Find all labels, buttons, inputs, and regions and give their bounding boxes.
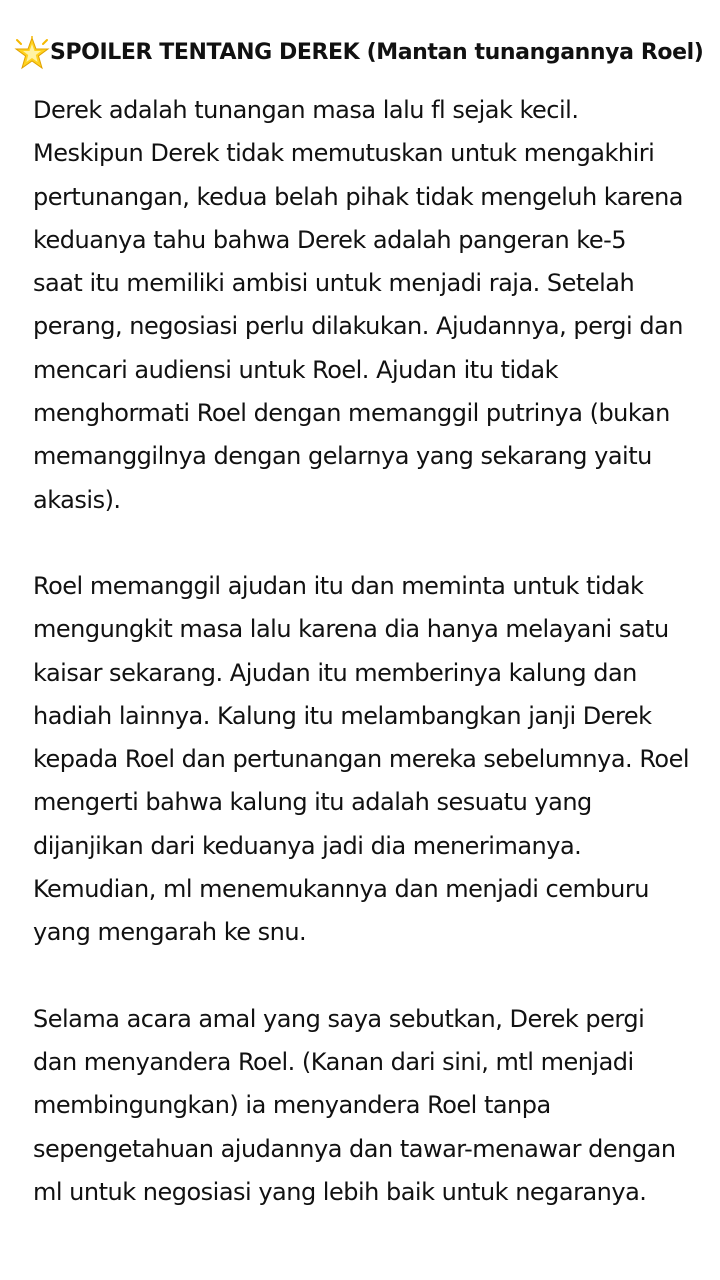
- text-line: mengungkit masa lalu karena dia hanya melayani satu: [33, 615, 669, 644]
- text-line: menghormati Roel dengan memanggil putrinya (bukan: [33, 399, 670, 428]
- text-line: kepada Roel dan pertunangan mereka sebelumnya. Roel: [33, 745, 690, 774]
- text-line: ml untuk negosiasi yang lebih baik untuk negaranya.: [33, 1177, 647, 1206]
- document-body: [33, 89, 705, 1257]
- text-line: sepengetahuan ajudannya dan tawar-menawar dengan: [33, 1134, 676, 1163]
- title-row: [14, 36, 714, 70]
- text-line: Selama acara amal yang saya sebutkan, Derek pergi: [33, 1004, 645, 1033]
- paragraph-1: [33, 89, 705, 522]
- text-line: kaisar sekarang. Ajudan itu memberinya kalung dan: [33, 658, 637, 687]
- text-line: keduanya tahu bahwa Derek adalah pangeran ke-5: [33, 225, 627, 254]
- paragraph-3: [33, 998, 705, 1214]
- text-line: Meskipun Derek tidak memutuskan untuk mengakhiri: [33, 139, 655, 168]
- text-line: dijanjikan dari keduanya jadi dia menerimanya.: [33, 831, 582, 860]
- text-line: mencari audiensi untuk Roel. Ajudan itu tidak: [33, 355, 558, 384]
- document-title: SPOILER TENTANG DEREK (Mantan tunangannya Roel): [50, 40, 704, 65]
- text-line: dan menyandera Roel. (Kanan dari sini, mtl menjadi: [33, 1047, 634, 1076]
- text-line: mengerti bahwa kalung itu adalah sesuatu yang: [33, 788, 592, 817]
- text-line: Derek adalah tunangan masa lalu fl sejak kecil.: [33, 96, 579, 124]
- text-line: akasis).: [33, 485, 121, 514]
- text-line: Kemudian, ml menemukannya dan menjadi cemburu: [33, 875, 649, 904]
- text-line: saat itu memiliki ambisi untuk menjadi raja. Setelah: [33, 269, 635, 298]
- glowing-star-icon: [14, 36, 50, 70]
- text-line: pertunangan, kedua belah pihak tidak mengeluh karena: [33, 182, 684, 211]
- text-line: hadiah lainnya. Kalung itu melambangkan janji Derek: [33, 701, 652, 730]
- text-line: yang mengarah ke snu.: [33, 918, 307, 947]
- text-line: membingungkan) ia menyandera Roel tanpa: [33, 1091, 551, 1120]
- text-line: memanggilnya dengan gelarnya yang sekarang yaitu: [33, 442, 652, 471]
- text-line: perang, negosiasi perlu dilakukan. Ajudannya, pergi dan: [33, 312, 683, 341]
- paragraph-2: [33, 565, 705, 955]
- text-line: Roel memanggil ajudan itu dan meminta untuk tidak: [33, 571, 644, 600]
